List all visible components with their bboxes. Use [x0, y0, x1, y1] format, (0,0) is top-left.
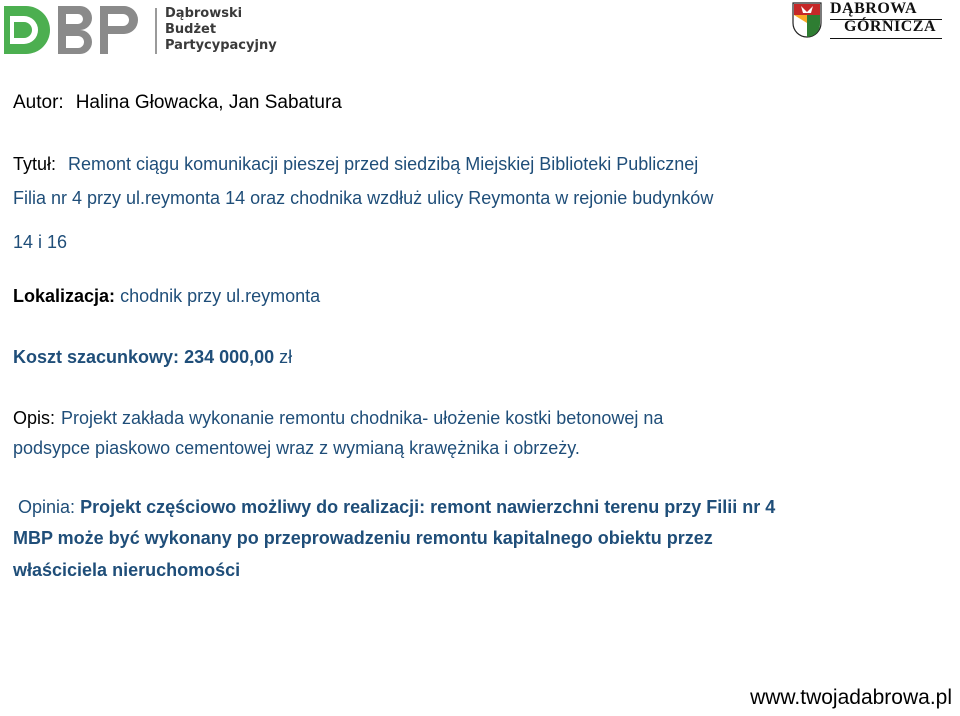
description-line-1 — [13, 408, 663, 429]
opinion-line-1 — [18, 497, 775, 518]
location-value: chodnik przy ul.reymonta — [120, 286, 321, 306]
opinion-line-3: właściciela nieruchomości — [13, 560, 241, 580]
cost-label: Koszt szacunkowy: — [13, 347, 180, 367]
description-label: Opis: — [13, 408, 56, 428]
author-label: Autor: — [13, 92, 64, 113]
title-line-2: Filia nr 4 przy ul.reymonta 14 oraz chodnika wzdłuż ulicy Reymonta w rejonie budynków — [13, 188, 714, 208]
title-line-3: 14 i 16 — [13, 232, 68, 252]
city-logo-line-1: DĄBROWA — [830, 0, 918, 17]
title-text-1: Remont ciągu komunikacji pieszej przed siedzibą Miejskiej Biblioteki Publicznej — [68, 154, 699, 174]
location-label: Lokalizacja: — [13, 286, 116, 306]
city-logo-rule-2 — [830, 38, 942, 39]
author-value: Halina Głowacka, Jan Sabatura — [75, 92, 342, 113]
dbp-logo-text — [165, 6, 277, 54]
dbp-text-line-3: Partycypacyjny — [165, 38, 277, 53]
city-logo — [792, 0, 952, 44]
location-row — [13, 286, 320, 307]
dbp-logo — [0, 0, 277, 60]
city-crest-icon — [792, 2, 822, 40]
dbp-text-line-1: Dąbrowski — [165, 6, 243, 21]
dbp-logo-icon — [0, 0, 150, 60]
title-line-1 — [13, 146, 698, 182]
opinion-text-1: Projekt częściowo możliwy do realizacji: remont nawierzchni terenu przy Filii nr 4 — [80, 497, 776, 517]
description-text-1: Projekt zakłada wykonanie remontu chodnika- ułożenie kostki betonowej na — [61, 408, 664, 428]
opinion-label: Opinia: — [18, 497, 76, 517]
dbp-divider — [155, 8, 157, 54]
cost-value: 234 000,00 — [184, 347, 275, 367]
cost-unit: zł — [279, 347, 293, 367]
header — [0, 0, 960, 62]
cost-row — [13, 347, 292, 368]
title-label: Tytuł: — [13, 154, 57, 174]
opinion-line-2: MBP może być wykonany po przeprowadzeniu remontu kapitalnego obiektu przez — [13, 528, 713, 548]
footer-website-link[interactable]: www.twojadabrowa.pl — [750, 686, 952, 709]
dbp-text-line-2: Budżet — [165, 22, 217, 37]
author-row — [13, 92, 342, 114]
city-logo-line-2: GÓRNICZA — [844, 18, 937, 35]
description-line-2: podsypce piaskowo cementowej wraz z wymianą krawężnika i obrzeży. — [13, 438, 580, 458]
